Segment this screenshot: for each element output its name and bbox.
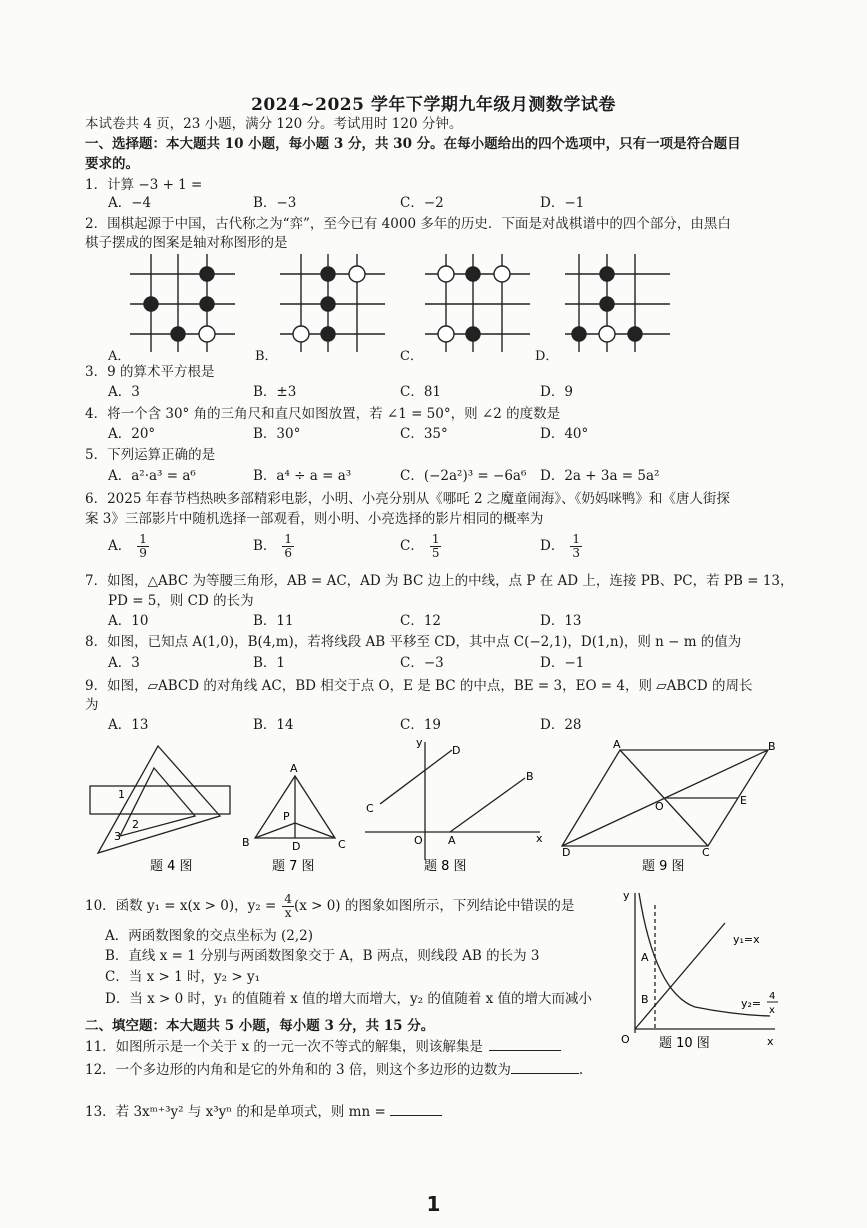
q2-label-c: C． [400,349,423,364]
q9-option-c: C．19 [400,717,442,733]
q6-option-b: B． $\frac{1}{6}$ [253,532,293,560]
section1-header-line2: 要求的。 [85,156,139,172]
q1-options [108,194,668,212]
q5-stem: 5．下列运算正确的是 [85,447,216,463]
go-board-a [130,254,235,352]
fig9-diagram [562,750,768,846]
figures-row [80,738,800,878]
fig10-caption: 题 10 图 [659,1036,710,1051]
q1-stem: 1．计算 −3 + 1 = [85,177,203,193]
fig10-label-y2: y₂= [741,997,762,1010]
q2-go-patterns [100,250,680,360]
fig8-label-x: x [536,832,543,845]
q6-stem-line2: 案 3》三部影片中随机选择一部观看，则小明、小亮选择的影片相同的概率为 [85,511,544,527]
page-number: 1 [426,1192,441,1216]
fig8-label-o: O [414,834,423,847]
q7-options [108,612,668,630]
fig10-label-x: x [767,1035,774,1048]
page-title: 2024~2025 学年下学期九年级月测数学试卷 [251,95,616,115]
q3-option-d: D．9 [540,384,573,400]
q8-option-b: B．1 [253,655,286,671]
fig4-caption: 题 4 图 [150,859,193,874]
q8-option-a: A．3 [108,655,140,671]
q5-option-d: D．2a + 3a = 5a² [540,468,660,484]
q4-stem: 4．将一个含 30° 角的三角尺和直尺如图放置，若 ∠1 = 50°，则 ∠2 的度数是 [85,406,561,422]
q10-option-c: C．当 x > 1 时，y₂ > y₁ [105,969,260,985]
section1-header-line1: 一、选择题：本大题共 10 小题，每小题 3 分，共 30 分。在每小题给出的四个选项中，只有一项是符合题目 [85,136,741,152]
q2-label-d: D． [535,349,559,364]
q5-option-a: A．a²·a³ = a⁶ [108,468,196,484]
fig8-label-a: A [448,834,456,847]
q12-stem: 12．一个多边形的内角和是它的外角和的 3 倍，则这个多边形的边数为 . [85,1062,584,1078]
q1-option-c: C．−2 [400,195,444,211]
fig10-label-y1: y₁=x [733,933,760,946]
fig10-label-y: y [623,889,630,902]
q4-option-a: A．20° [108,426,156,442]
fig7-label-a: A [290,762,298,775]
q6-option-d: D． $\frac{1}{3}$ [540,532,580,560]
q1-option-b: B．−3 [253,195,297,211]
q2-stem-line1: 2．围棋起源于中国，古代称之为“弈”，至今已有 4000 多年的历史．下面是对战棋谱中的四个部分，由黑白 [85,216,731,232]
fig7-label-p: P [283,810,290,823]
fig10-label-a: A [641,951,649,964]
fig9-caption: 题 9 图 [642,859,685,874]
fig9-label-a: A [613,738,621,751]
fig10-label-y2-den: x [769,1005,775,1016]
q3-option-c: C．81 [400,384,442,400]
q9-stem-line2: 为 [85,697,99,713]
fig10-label-y2-num: 4 [769,991,776,1002]
q10-option-b: B．直线 x = 1 分别与两函数图象交于 A，B 两点，则线段 AB 的长为 3 [105,948,540,964]
q10-option-a: A．两函数图象的交点坐标为 (2,2) [105,928,314,944]
fig10-label-b: B [641,993,649,1006]
q6-option-c: C． $\frac{1}{5}$ [400,532,440,560]
fig10-diagram [615,883,785,1053]
q3-option-b: B．±3 [253,384,297,400]
go-board-b [280,254,385,352]
fig8-caption: 题 8 图 [424,859,467,874]
q8-options [108,654,668,672]
fig7-label-b: B [242,836,250,849]
fig8-label-d: D [452,744,461,757]
q9-option-a: A．13 [108,717,149,733]
q7-option-a: A．10 [108,613,149,629]
fig4-label-2: 2 [132,818,139,831]
fig9-label-b: B [768,740,776,753]
fig7-diagram [255,776,335,838]
fig7-label-d: D [292,840,301,853]
q4-options [108,425,668,443]
fig4-label-1: 1 [118,788,125,801]
q9-options [108,716,668,734]
q11-stem: 11．如图所示是一个关于 x 的一元一次不等式的解集，则该解集是 [85,1038,561,1056]
q7-option-b: B．11 [253,613,294,629]
q1-option-d: D．−1 [540,195,585,211]
q2-label-b: B． [255,349,278,364]
q5-option-c: C．(−2a²)³ = −6a⁶ [400,468,527,484]
fig9-label-c: C [702,846,710,859]
fig4-diagram [90,746,230,853]
q8-stem: 8．如图，已知点 A(1,0)，B(4,m)，若将线段 AB 平移至 CD，其中点 C(−2,1)，D(1,n)，则 n − m 的值为 [85,634,742,650]
q10-stem: 10．函数 y₁ = x(x > 0)，y₂ = $\frac{4}{x}$ (x > 0) 的图象如图所示，下列结论中错误的是 [85,892,575,920]
fig8-label-y: y [416,738,423,749]
q6-options [108,533,668,567]
go-board-c [425,254,530,352]
exam-intro: 本试卷共 4 页，23 小题，满分 120 分。考试用时 120 分钟。 [85,116,463,132]
section2-header: 二、填空题：本大题共 5 小题，每小题 3 分，共 15 分。 [85,1018,435,1034]
q13-stem: 13．若 3xᵐ⁺³y² 与 x³yⁿ 的和是单项式，则 mn = [85,1103,442,1121]
q9-stem-line1: 9．如图，▱ABCD 的对角线 AC，BD 相交于点 O，E 是 BC 的中点，BE = 3，EO = 4，则 ▱ABCD 的周长 [85,678,753,694]
fig9-label-o: O [655,800,664,813]
q3-stem: 3．9 的算术平方根是 [85,364,215,380]
q9-option-d: D．28 [540,717,582,733]
q10-option-d: D．当 x > 0 时，y₁ 的值随着 x 值的增大而增大，y₂ 的值随着 x 值的增大而减小 [105,991,593,1007]
q6-stem-line1: 6．2025 年春节档热映多部精彩电影，小明、小亮分别从《哪吒 2 之魔童闹海》、《奶妈咪鸭》和《唐人街探 [85,491,730,507]
q3-option-a: A．3 [108,384,140,400]
fig8-label-b: B [526,770,534,783]
q5-options [108,467,668,485]
q7-option-d: D．13 [540,613,582,629]
q1-option-a: A．−4 [108,195,152,211]
q9-option-b: B．14 [253,717,294,733]
q7-option-c: C．12 [400,613,442,629]
q2-label-a: A． [108,349,131,364]
q2-stem-line2: 棋子摆成的图案是轴对称图形的是 [85,235,288,251]
q7-stem-line1: 7．如图，△ABC 为等腰三角形，AB = AC，AD 为 BC 边上的中线，点 P 在 AD 上，连接 PB、PC，若 PB = 13， [85,573,794,589]
q8-option-c: C．−3 [400,655,444,671]
fig9-label-d: D [562,846,571,859]
fig7-label-c: C [338,838,346,851]
q3-options [108,383,668,401]
q5-option-b: B．a⁴ ÷ a = a³ [253,468,352,484]
fig10-label-o: O [621,1033,630,1046]
q7-stem-line2: PD = 5，则 CD 的长为 [108,593,254,609]
fig7-caption: 题 7 图 [272,859,315,874]
q4-option-d: D．40° [540,426,589,442]
go-board-d [565,254,670,352]
q8-option-d: D．−1 [540,655,585,671]
q4-option-b: B．30° [253,426,301,442]
fig4-label-3: 3 [114,830,121,843]
fig8-label-c: C [366,802,374,815]
q6-option-a: A． $\frac{1}{9}$ [108,532,147,560]
fig9-label-e: E [740,794,747,807]
q4-option-c: C．35° [400,426,448,442]
